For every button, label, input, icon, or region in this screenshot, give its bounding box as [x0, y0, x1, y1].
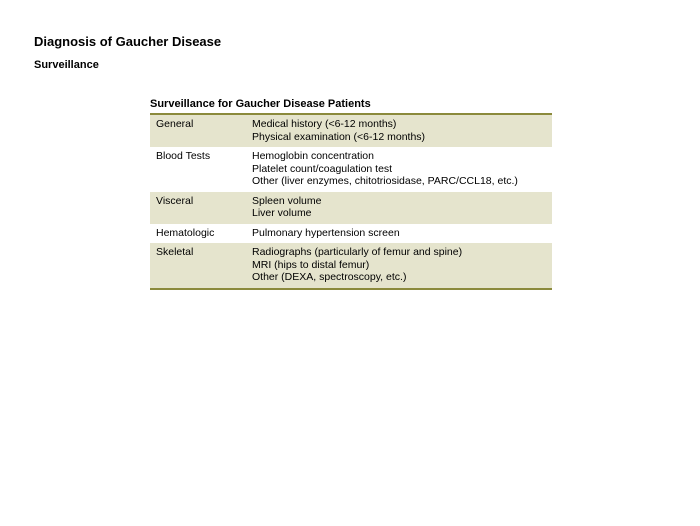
surveillance-table	[150, 115, 552, 288]
surveillance-table-container	[150, 97, 552, 290]
row-item: Liver volume	[252, 207, 312, 219]
table-bottom-rule	[150, 288, 552, 290]
page-subtitle: Surveillance	[34, 59, 99, 71]
row-category: Blood Tests	[150, 147, 246, 192]
row-items	[246, 243, 552, 288]
row-item: Platelet count/coagulation test	[252, 162, 393, 175]
row-items	[246, 147, 552, 192]
table-row-blood-tests	[150, 147, 552, 192]
row-item: Other (liver enzymes, chitotriosidase, PARC/CCL18, etc.)	[252, 175, 518, 187]
row-category: General	[150, 115, 246, 147]
row-item: Physical examination (<6-12 months)	[252, 130, 426, 143]
row-item: Pulmonary hypertension screen	[252, 226, 400, 239]
row-item: Other (DEXA, spectroscopy, etc.)	[252, 271, 407, 283]
row-item: Spleen volume	[252, 194, 322, 207]
row-items	[246, 192, 552, 224]
table-row-hematologic	[150, 224, 552, 244]
row-items	[246, 224, 552, 244]
table-title: Surveillance for Gaucher Disease Patients	[150, 98, 371, 110]
row-item: Radiographs (particularly of femur and spine)	[252, 246, 463, 258]
row-items	[246, 115, 552, 147]
row-item: MRI (hips to distal femur)	[252, 258, 370, 271]
page-title: Diagnosis of Gaucher Disease	[34, 34, 222, 49]
table-row-skeletal	[150, 243, 552, 288]
row-item: Medical history (<6-12 months)	[252, 118, 397, 130]
table-row-general	[150, 115, 552, 147]
row-category: Hematologic	[150, 224, 246, 244]
table-row-visceral	[150, 192, 552, 224]
row-category: Skeletal	[150, 243, 246, 288]
row-item: Hemoglobin concentration	[252, 150, 374, 162]
row-category: Visceral	[150, 192, 246, 224]
